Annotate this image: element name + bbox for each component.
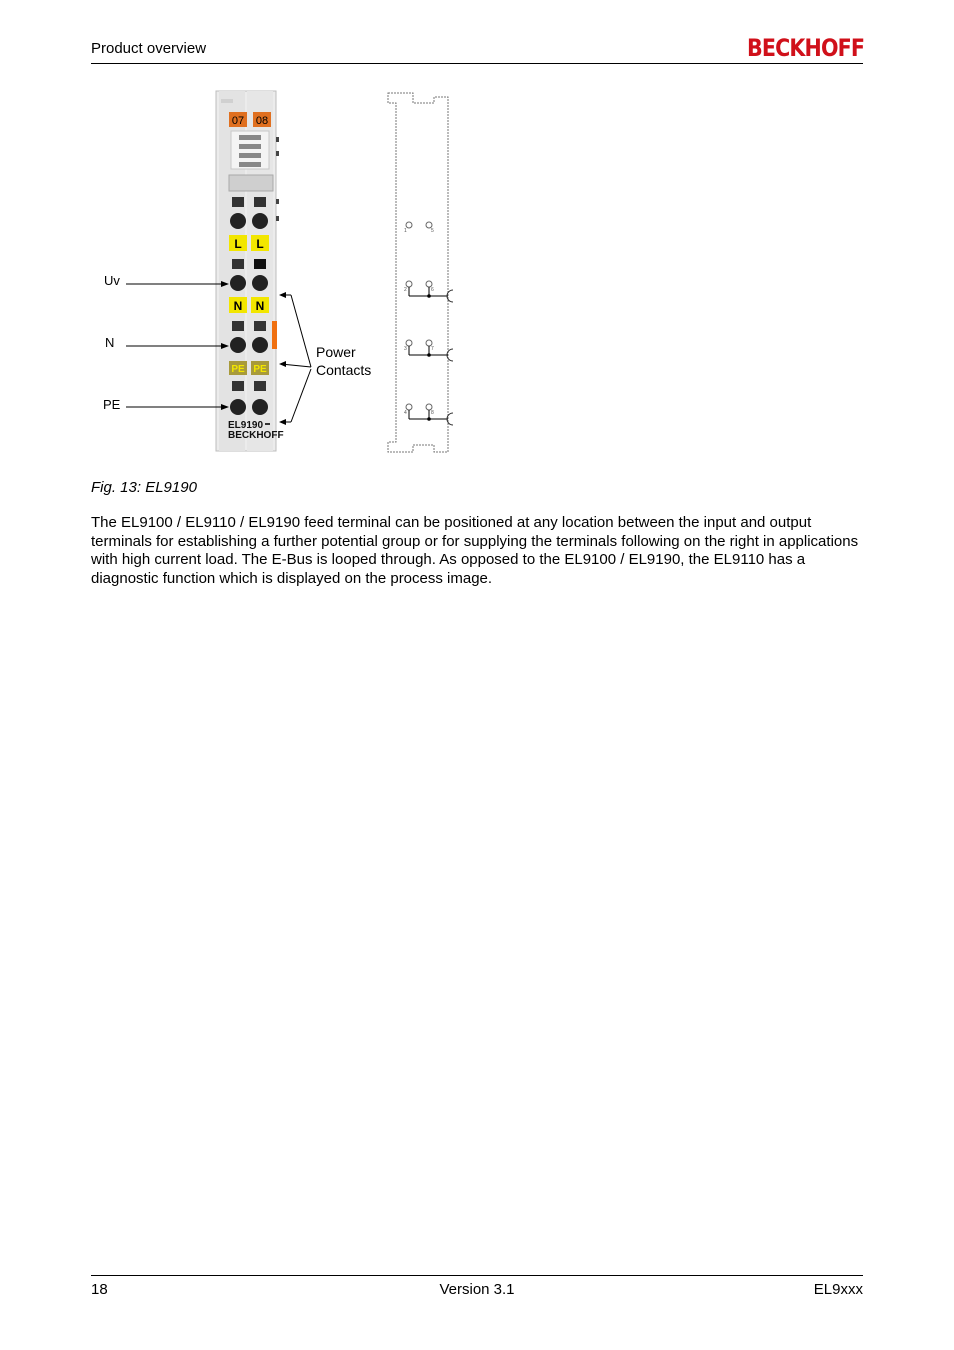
contact-number-6: 6	[431, 287, 434, 293]
footer-version: Version 3.1	[439, 1281, 515, 1298]
header-divider	[91, 63, 863, 64]
callout-n: N	[105, 335, 115, 350]
pe-label-left: PE	[231, 364, 245, 375]
contact-number-4: 4	[404, 410, 407, 416]
contact-number-2: 2	[404, 287, 407, 293]
callout-power-line1: Power	[316, 344, 356, 360]
schematic-contacts	[406, 222, 453, 425]
body-paragraph: The EL9100 / EL9110 / EL9190 feed terminal can be positioned at any location between the input and output terminals for establishing a further potential group or for supplying the terminals following on the right in applications with high current load. The E-Bus is looped through. As opposed to the EL9100 / EL9190, the EL9110 has a diagnostic function which is displayed on the process image.	[91, 514, 859, 587]
contact-number-5: 5	[431, 228, 434, 234]
terminal-brand-label: BECKHOFF	[228, 430, 284, 441]
brand-logo: BECKHOFF	[747, 34, 865, 62]
l-label-right: L	[256, 237, 264, 251]
schematic-contact-numbers	[404, 228, 434, 416]
callout-power-line2: Contacts	[316, 362, 372, 378]
pe-label-right: PE	[253, 364, 267, 375]
contact-number-7: 7	[431, 346, 434, 352]
figure-caption: Fig. 13: EL9190	[91, 479, 197, 496]
contact-number-3: 3	[404, 346, 407, 352]
el9190-figure	[91, 85, 491, 465]
n-label-left: N	[233, 299, 243, 313]
footer-product-name: EL9xxx	[813, 1281, 863, 1298]
footer-page-number: 18	[91, 1281, 108, 1298]
terminal-schematic	[388, 93, 448, 452]
contact-number-8: 8	[431, 410, 434, 416]
terminal-model-label: EL9190	[228, 420, 264, 431]
footer-divider	[91, 1275, 863, 1276]
n-label-right: N	[255, 299, 265, 313]
callout-pe: PE	[103, 397, 121, 412]
channel-label-07: 07	[231, 115, 245, 127]
channel-label-08: 08	[255, 115, 269, 127]
page-section-title: Product overview	[91, 40, 207, 57]
contact-number-1: 1	[404, 228, 407, 234]
callout-uv: Uv	[104, 273, 120, 288]
l-label-left: L	[234, 237, 242, 251]
terminal-illustration	[216, 91, 284, 451]
